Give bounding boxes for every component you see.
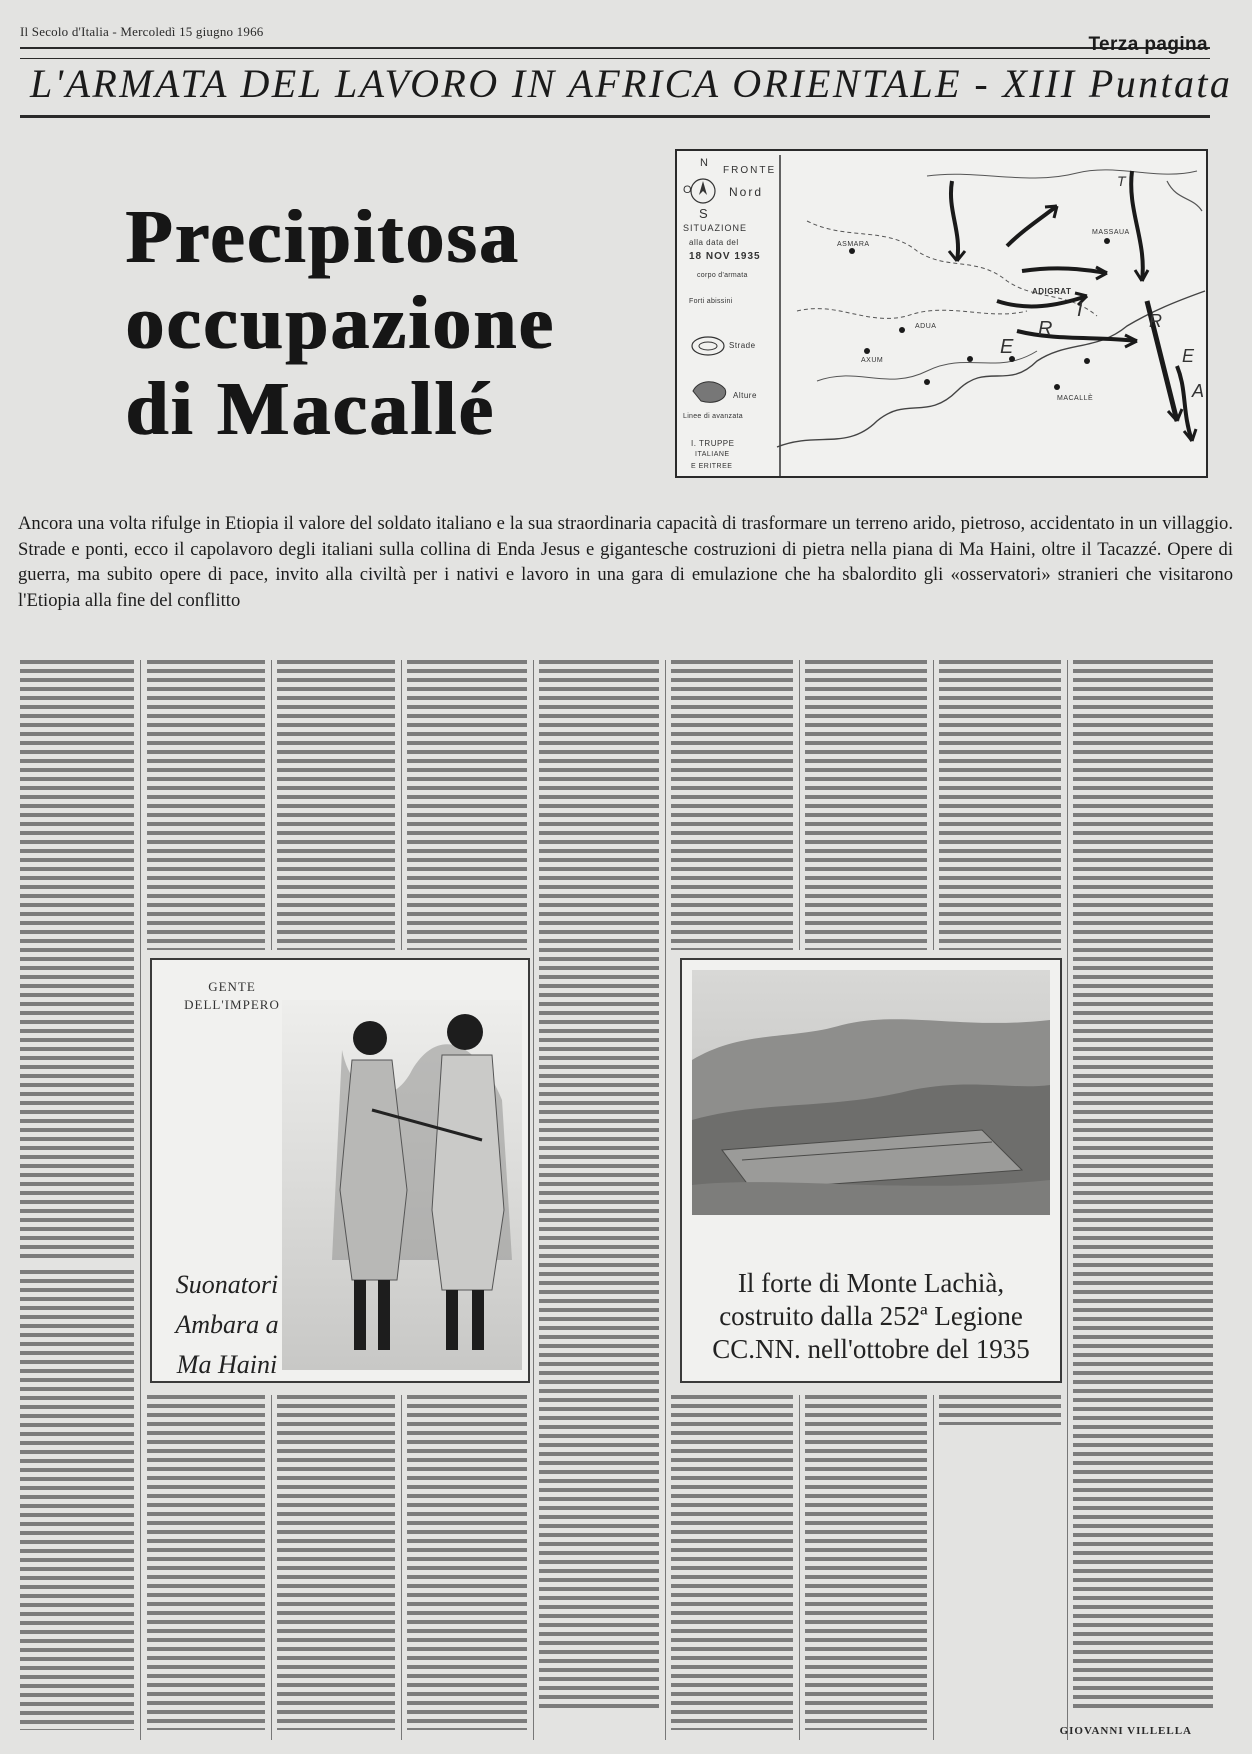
body-column-6-lower [671,1395,793,1730]
map-place-macalle: MACALLÈ [1057,395,1094,402]
body-column-8-lower [939,1395,1061,1425]
body-column-5 [539,660,659,1710]
body-column-3-lower [277,1395,395,1730]
body-column-4-lower [407,1395,527,1730]
compass-south: S [699,206,710,221]
caption-line-2: Ambara a [175,1310,279,1339]
body-column-6-upper [671,660,793,950]
body-column-4-upper [407,660,527,950]
photo-left-kicker [172,978,292,1014]
photo-right-image [682,960,1060,1220]
map-place-axum: AXUM [861,357,884,364]
body-column-9 [1073,660,1213,1710]
map-front-sub: Nord [729,185,764,199]
map-place-massaua: MASSAUA [1092,229,1130,236]
caption-line-1: Il forte di Monte Lachià, [737,1268,1005,1298]
section-label: Terza pagina [1088,34,1208,55]
column-rule [271,660,272,950]
compass-north: N [700,157,710,169]
map-legend-forts: Forti abissini [689,298,733,305]
column-rule [401,1395,402,1740]
headline [126,194,586,452]
map-legend-strade: Strade [729,341,756,350]
column-rule [1067,660,1068,1740]
column-rule [401,660,402,950]
compass-west: O [683,184,694,196]
map-date-label: 18 NOV 1935 [689,251,761,262]
column-rule [799,660,800,950]
series-rule-bottom [20,115,1210,118]
lead-paragraph: Ancora una volta rifulge in Etiopia il valore del soldato italiano e la sua straordinaria capacità di trasformare un terreno arido, pietroso, accidentato in un villaggio. Strade e ponti, ecco il capolavoro degli italiani sulla collina di Enda Jesus e gigantesche costruzioni di pietra nella piana di Ma Haini, oltre il Tacazzé. Opere di guerra, ma subito opere di pace, invito alla civiltà per i nativi e lavoro in una gara di emulazione che ha sbalordito gli «osservatori» stranieri che visitarono l'Etiopia alla fine del conflitto [18,513,1233,611]
body-column-1-upper [20,660,134,1260]
column-rule [799,1395,800,1740]
map-front-label: FRONTE [723,165,777,176]
map-region-letter-4: T [1117,173,1128,189]
caption-line-3: Ma Haini [176,1350,278,1379]
map-legend-alture: Alture [733,391,757,400]
body-column-2-lower [147,1395,265,1730]
map-region-letter-3: I [1077,299,1085,321]
body-column-3-upper [277,660,395,950]
kicker-line-2: DELL'IMPERO [184,997,280,1012]
column-rule [271,1395,272,1740]
author-signature: GIOVANNI VILLELLA [1059,1725,1192,1737]
photo-right-frame [680,958,1062,1383]
column-rule [533,660,534,1740]
column-rule [933,660,934,950]
column-rule [665,660,666,1740]
body-column-7-upper [805,660,927,950]
map-drawing [677,151,1208,478]
map-legend-italian-sub: E ERITREE [691,463,733,470]
caption-line-2: costruito dalla 252ª Legione [719,1301,1023,1331]
column-rule [933,1395,934,1740]
series-rule-top [20,58,1210,59]
headline-line-2: occupazione [126,281,556,365]
headline-line-3: di Macallé [126,367,496,451]
map-region-letter-6: E [1182,346,1197,366]
body-column-2-upper [147,660,265,950]
campaign-map [675,149,1208,478]
series-title: L'ARMATA DEL LAVORO IN AFRICA ORIENTALE - XIII Puntata [30,61,1233,106]
body-column-1-lower [20,1270,134,1730]
headline-line-1: Precipitosa [126,195,521,279]
photo-left-caption [160,1265,294,1385]
map-place-adua: ADUA [915,323,937,330]
map-legend-note: corpo d'armata [697,272,748,279]
photo-right-caption [692,1267,1050,1366]
caption-line-1: Suonatori [175,1270,279,1299]
body-column-7-lower [805,1395,927,1730]
map-situation-label: SITUAZIONE [683,223,748,233]
photo-left-frame [150,958,530,1383]
map-legend-advance: Linee di avanzata [683,413,743,420]
masthead-dateline: Il Secolo d'Italia - Mercoledì 15 giugno 1966 [20,24,264,39]
body-column-8-upper [939,660,1061,950]
map-place-asmara: ASMARA [837,241,870,248]
map-legend-italian: ITALIANE [695,451,730,458]
caption-line-3: CC.NN. nell'ottobre del 1935 [712,1334,1030,1364]
map-region-letter-2: R [1038,318,1055,340]
map-region-letter-7: A [1192,381,1207,401]
map-region-letter-5: R [1149,311,1164,331]
map-place-adigrat: ADIGRAT [1032,287,1072,296]
map-region-letter-1: E [1000,336,1016,358]
column-rule [140,660,141,1740]
kicker-line-1: GENTE [208,979,256,994]
map-legend-troops: I. TRUPPE [691,439,735,448]
map-situation-sub: alla data del [689,238,739,247]
masthead-rule-thin [20,47,1210,49]
